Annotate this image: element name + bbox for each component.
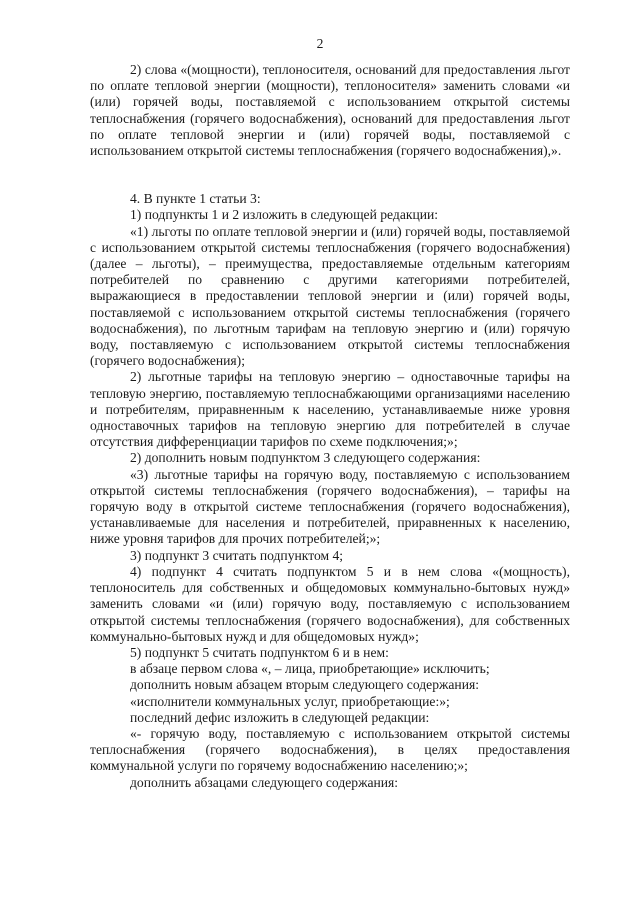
- paragraph: 3) подпункт 3 считать подпунктом 4;: [130, 547, 344, 563]
- paragraph: в абзаце первом слова «, – лица, приобретающие» исключить;: [130, 661, 490, 677]
- paragraph: последний дефис изложить в следующей редакции:: [130, 709, 430, 725]
- paragraph: 4) подпункт 4 считать подпунктом 5 и в нем слова «(мощность), теплоноситель для собственных и общедомовых коммунально-бытовых нужд» заменить словами «и (или) горячую воду, поставляемую с использованием открытой системы теплоснабжения (горячего водоснабжения), для собственных коммунально-бытовых нужд и для общедомовых нужд»;: [90, 563, 570, 644]
- paragraph: «- горячую воду, поставляемую с использованием открытой системы теплоснабжения (горячего водоснабжения), в целях предоставления коммунальной услуги по горячему водоснабжению населению;»;: [90, 725, 570, 774]
- page-number: 2: [316, 36, 324, 51]
- paragraph: дополнить новым абзацем вторым следующего содержания:: [130, 677, 479, 693]
- paragraph: «исполнители коммунальных услуг, приобретающие:»;: [130, 693, 450, 709]
- paragraph: 1) подпункты 1 и 2 изложить в следующей редакции:: [130, 207, 439, 223]
- paragraph: «1) льготы по оплате тепловой энергии и (или) горячей воды, поставляемой с использованием открытой системы теплоснабжения (горячего водоснабжения) (далее – льготы), – преимущества, предоставляемые отдельным категориям потребителей по сравнению с другими категориями потребителей, выражающиеся в предоставлении тепловой энергии и (или) горячей воды, поставляемой с использованием открытой системы теплоснабжения (горячего водоснабжения), по льготным тарифам на тепловую энергию и (или) горячую воду, поставляемую с использованием открытой системы теплоснабжения (горячего водоснабжения);: [90, 223, 570, 369]
- document-body: [90, 62, 570, 791]
- paragraph: дополнить абзацами следующего содержания:: [130, 774, 399, 790]
- paragraph: 2) льготные тарифы на тепловую энергию – одноставочные тарифы на тепловую энергию, поставляемую теплоснабжающими организациями населению и потребителям, приравненным к населению, устанавливаемые ниже уровня одноставочных тарифов на тепловую энергию для потребителей в случае отсутствия дифференциации тарифов по схеме подключения;»;: [90, 369, 570, 450]
- paragraph: 5) подпункт 5 считать подпунктом 6 и в нем:: [130, 644, 389, 660]
- paragraph: «3) льготные тарифы на горячую воду, поставляемую с использованием открытой системы теплоснабжения (горячего водоснабжения), – тарифы на горячую воду в открытой системе теплоснабжения (горячего водоснабжения), устанавливаемые для населения и потребителей, приравненных к населению, ниже уровня тарифов для прочих потребителей;»;: [90, 466, 570, 547]
- paragraph: 2) слова «(мощности), теплоносителя, оснований для предоставления льгот по оплате тепловой энергии (мощности), теплоносителя» заменить словами «и (или) горячей воды, поставляемой с использованием открытой системы теплоснабжения (горячего водоснабжения), оснований для предоставления льгот по оплате тепловой энергии и (или) горячей воды, поставляемой с использованием открытой системы теплоснабжения (горячего водоснабжения),».: [90, 62, 570, 159]
- paragraph: 2) дополнить новым подпунктом 3 следующего содержания:: [130, 450, 481, 466]
- paragraph: 4. В пункте 1 статьи 3:: [130, 191, 261, 207]
- paragraph-gap: [90, 159, 570, 191]
